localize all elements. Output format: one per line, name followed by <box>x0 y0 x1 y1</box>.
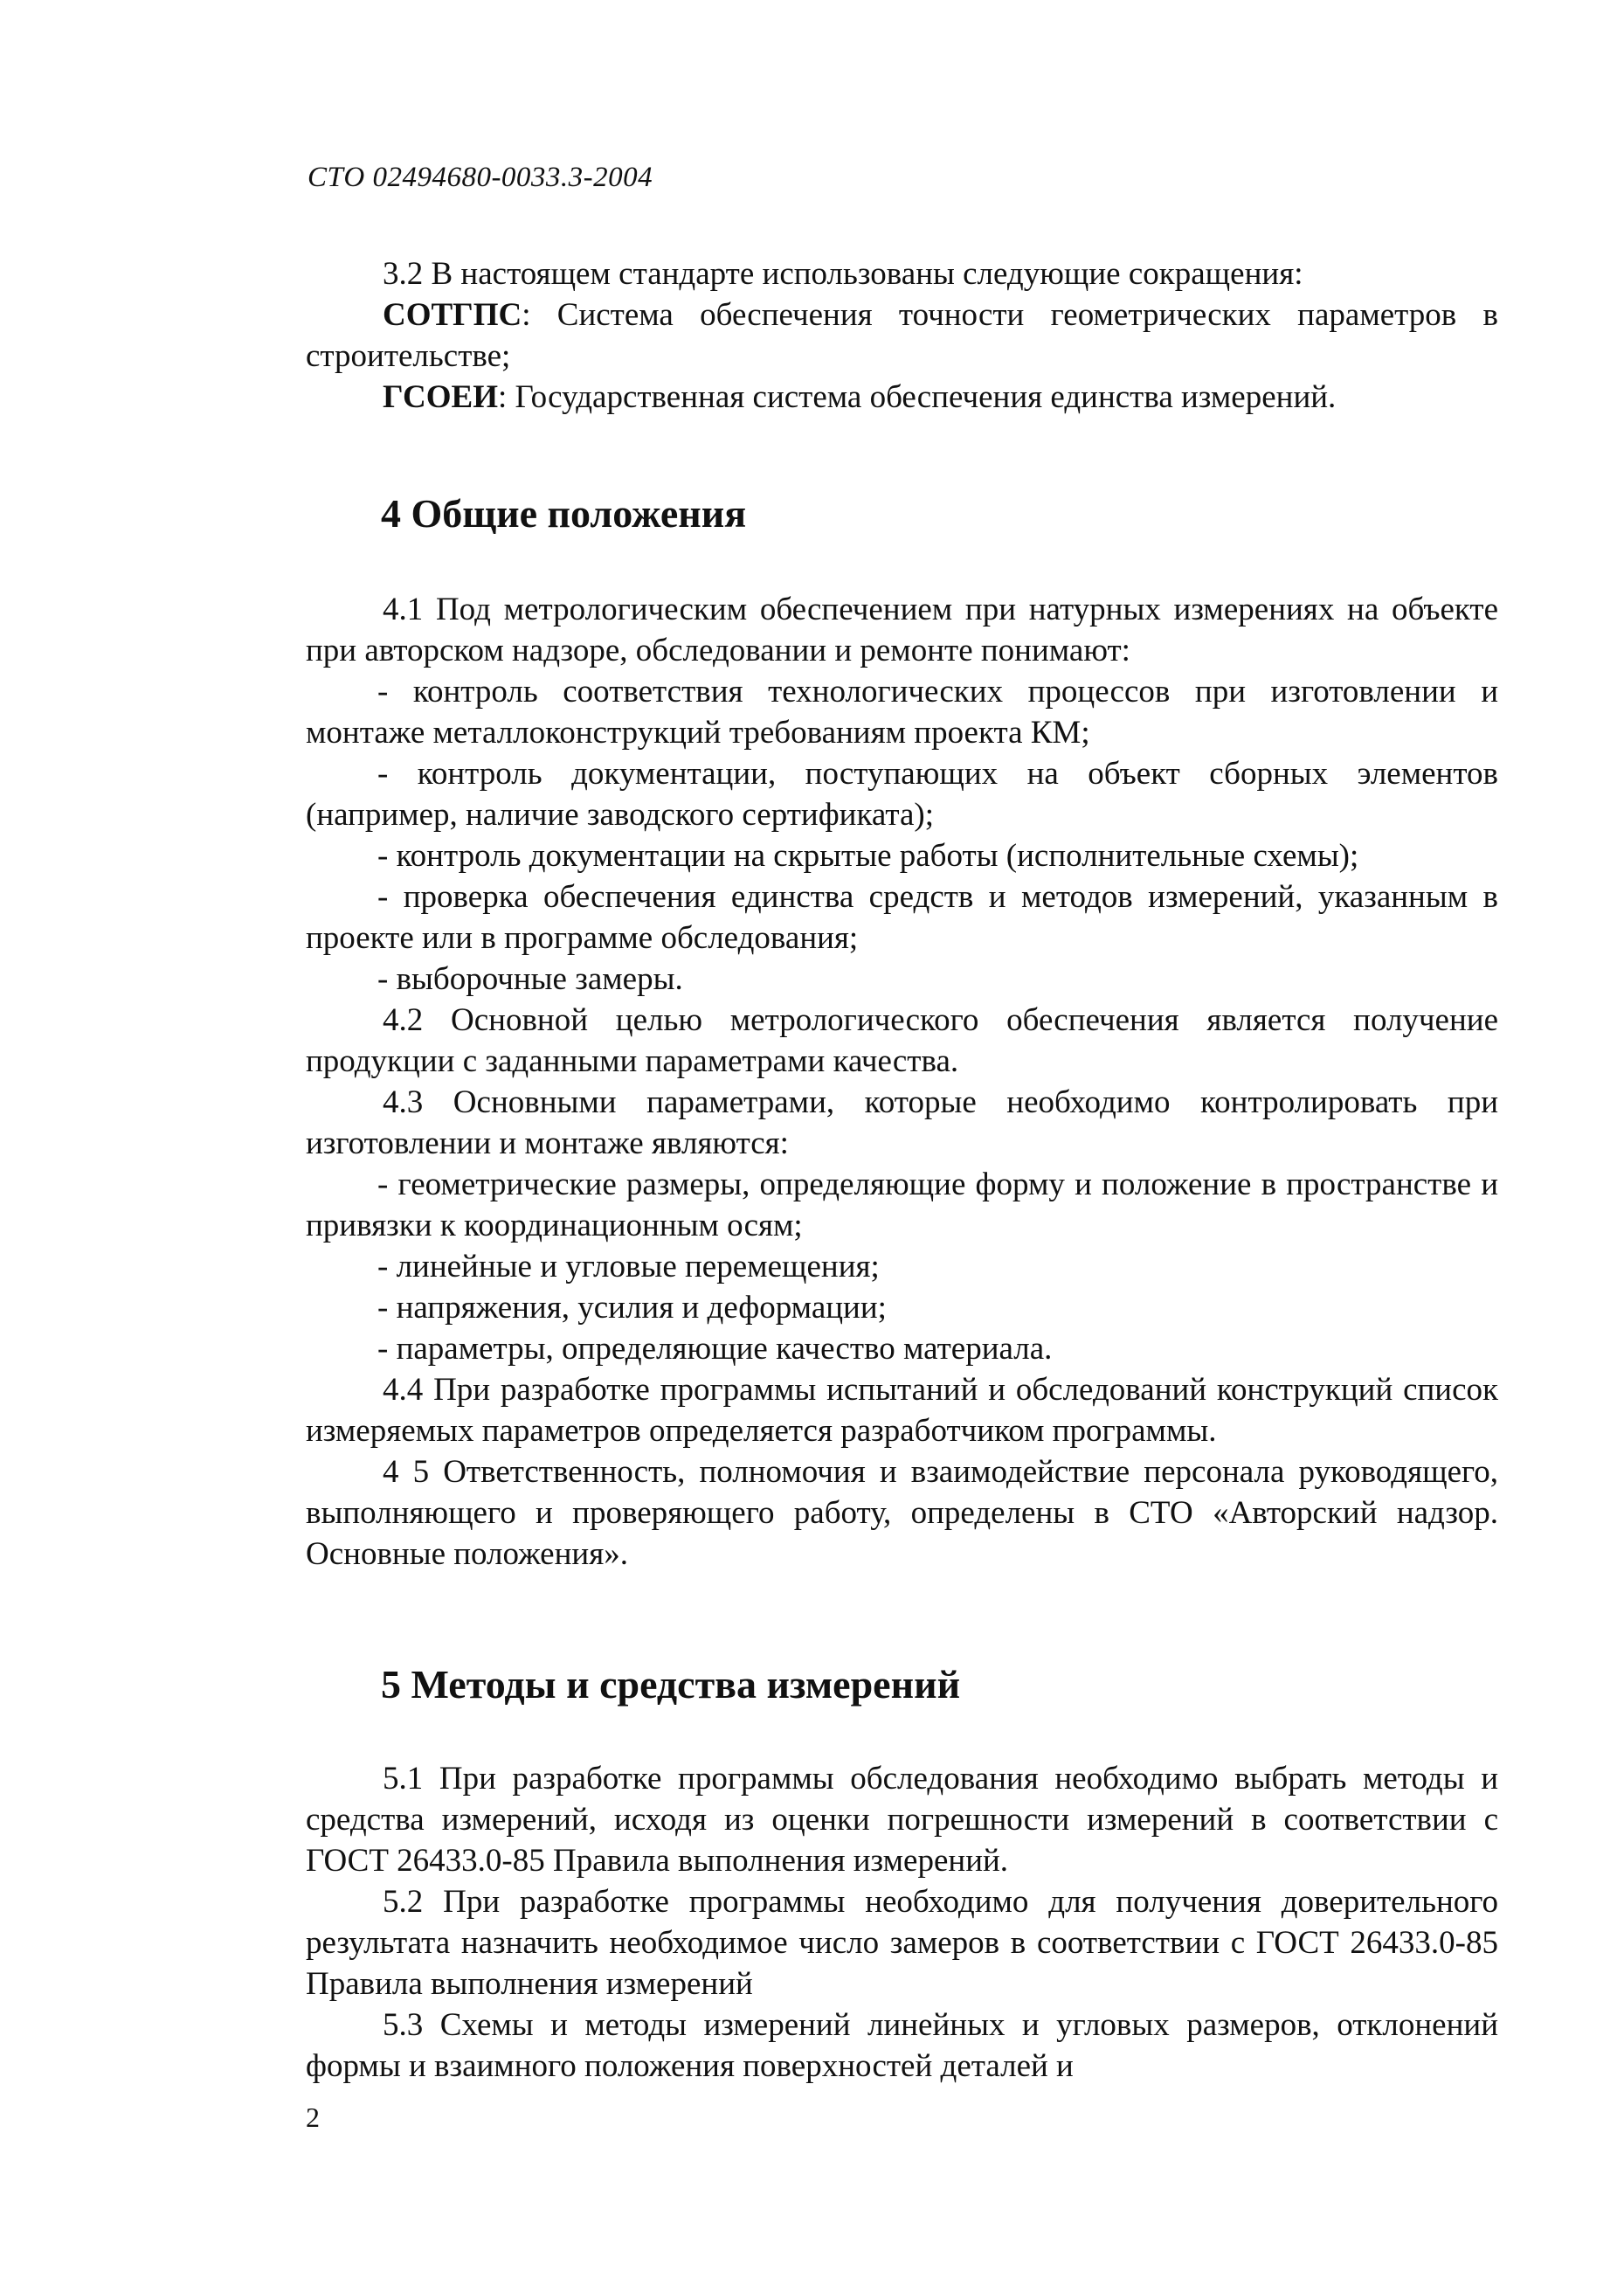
list-item: - линейные и угловые перемещения; <box>377 1249 880 1284</box>
paragraph-4-1: 4.1 Под метрологическим обеспечением при натурных измерениях на объекте при авторском надзоре, обследовании и ремонте понимают: <box>306 592 1498 668</box>
abbreviation-term: ГСОЕИ <box>383 379 499 415</box>
list-item: - параметры, определяющие качество материала. <box>377 1331 1053 1367</box>
list-item: - контроль соответствия технологических процессов при изготовлении и монтаже металлоконструкций требованиям проекта КМ; <box>306 674 1498 751</box>
page-number: 2 <box>306 2101 320 2133</box>
abbreviation-definition: : Государственная система обеспечения единства измерений. <box>498 379 1337 415</box>
list-item: - контроль документации, поступающих на объект сборных элементов (например, наличие заводского сертификата); <box>306 756 1498 833</box>
paragraph-5-1: 5.1 При разработке программы обследования необходимо выбрать методы и средства измерений, исходя из оценки погрешности измерений в соответствии с ГОСТ 26433.0-85 Правила выполнения измерений. <box>306 1761 1498 1879</box>
abbreviation-gsoei <box>306 377 1498 418</box>
paragraph-5-3: 5.3 Схемы и методы измерений линейных и угловых размеров, отклонений формы и взаимного положения поверхностей деталей и <box>306 2007 1498 2084</box>
list-item: - напряжения, усилия и деформации; <box>377 1290 887 1326</box>
abbreviation-sotgps <box>306 294 1498 377</box>
abbreviation-term: СОТГПС <box>383 297 522 333</box>
section-5-heading: 5 Методы и средства измерений <box>381 1662 961 1707</box>
list-item: - выборочные замеры. <box>377 961 683 997</box>
page-content <box>306 253 1498 2087</box>
list-item: - геометрические размеры, определяющие форму и положение в пространстве и привязки к координационным осям; <box>306 1167 1498 1243</box>
list-item: - контроль документации на скрытые работы (исполнительные схемы); <box>377 838 1359 874</box>
paragraph-4-2: 4.2 Основной целью метрологического обеспечения является получение продукции с заданными параметрами качества. <box>306 1002 1498 1079</box>
paragraph-4-5: 4 5 Ответственность, полномочия и взаимодействие персонала руководящего, выполняющего и проверяющего работу, определены в СТО «Авторский надзор. Основные положения». <box>306 1454 1498 1572</box>
document-id: СТО 02494680-0033.3-2004 <box>308 162 653 193</box>
paragraph-5-2: 5.2 При разработке программы необходимо для получения доверительного результата назначить необходимое число замеров в соответствии с ГОСТ 26433.0-85 Правила выполнения измерений <box>306 1884 1498 2002</box>
paragraph-4-3: 4.3 Основными параметрами, которые необходимо контролировать при изготовлении и монтаже являются: <box>306 1084 1498 1161</box>
paragraph-4-4: 4.4 При разработке программы испытаний и обследований конструкций список измеряемых параметров определяется разработчиком программы. <box>306 1372 1498 1449</box>
abbreviation-definition: : Система обеспечения точности геометрических параметров в строительстве; <box>306 297 1498 374</box>
list-item: - проверка обеспечения единства средств и методов измерений, указанным в проекте или в программе обследования; <box>306 879 1498 956</box>
paragraph-3-2: 3.2 В настоящем стандарте использованы следующие сокращения: <box>383 256 1303 292</box>
section-4-heading: 4 Общие положения <box>381 491 747 536</box>
